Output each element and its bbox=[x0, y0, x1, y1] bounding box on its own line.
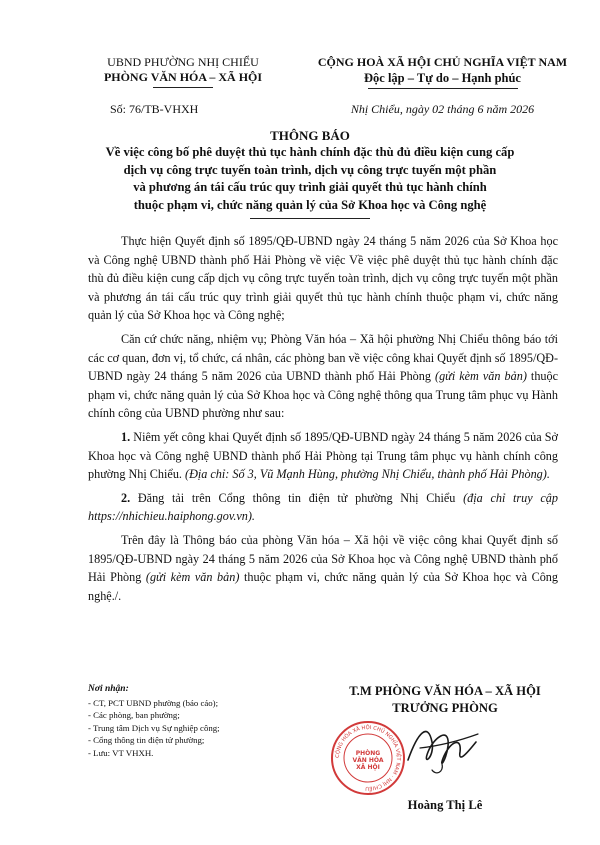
official-seal-icon bbox=[330, 720, 406, 796]
document-title: THÔNG BÁO bbox=[270, 128, 350, 143]
paragraph-basis: Thực hiện Quyết định số 1895/QĐ-UBND ngày 24 tháng 5 năm 2026 của Sở Khoa học và Công nghệ UBND thành phố Hải Phòng về việc Về việc phê duyệt thủ tục hành chính đặc thù đủ điều kiện cung cấp dịch vụ công trực tuyến toàn trình, dịch vụ công trực tuyến một phần và phương án tái cấu trúc quy trình giải quyết thủ tục hành chính thuộc phạm vi, chức năng quản lý của Sở Khoa học và Công nghệ; bbox=[88, 234, 558, 323]
agency-name: PHÒNG VĂN HÓA – XÃ HỘI bbox=[103, 70, 263, 84]
recipient-item: - Trung tâm Dịch vụ Sự nghiệp công; bbox=[88, 722, 298, 735]
document-date: Nhị Chiểu, ngày 02 tháng 6 năm 2026 bbox=[350, 102, 535, 116]
subject-line: Về việc công bố phê duyệt thủ tục hành chính đặc thù đủ điều kiện cung cấp bbox=[105, 145, 515, 159]
motto-underline bbox=[368, 88, 518, 89]
recipient-item: - CT, PCT UBND phường (báo cáo); bbox=[88, 697, 298, 710]
recipients-title: Nơi nhận: bbox=[88, 684, 129, 694]
agency-parent: UBND PHƯỜNG NHỊ CHIỂU bbox=[107, 55, 259, 69]
document-number: Số: 76/TB-VHXH bbox=[110, 102, 199, 116]
paragraph-item-1: 1. Niêm yết công khai Quyết định số 1895/QĐ-UBND ngày 24 tháng 5 năm 2026 của Sở Khoa học và Công nghệ UBND thành phố Hải Phòng tại Trung tâm phục vụ hành chính công phường Nhị Chiểu. (Địa chỉ: Số 3, Vũ Mạnh Hùng, phường Nhị Chiểu, thành phố Hải Phòng). bbox=[88, 429, 558, 482]
handwritten-signature-icon bbox=[398, 712, 488, 782]
seal-ring-text: CỘNG HÒA XÃ HỘI CHỦ NGHĨA VIỆT NAM · NHỊ CHIỂU bbox=[334, 724, 402, 792]
svg-text:XÃ HỘI: XÃ HỘI bbox=[356, 764, 380, 771]
paragraph-item-2: 2. Đăng tải trên Cổng thông tin điện tử phường Nhị Chiểu (địa chỉ truy cập https://nhichieu.haiphong.gov.vn). bbox=[88, 490, 558, 524]
svg-text:PHÒNG: PHÒNG bbox=[355, 750, 381, 757]
national-motto: Độc lập – Tự do – Hạnh phúc bbox=[364, 71, 521, 85]
document-subject bbox=[75, 144, 545, 214]
agency-underline bbox=[153, 87, 213, 88]
country-name: CỘNG HOÀ XÃ HỘI CHỦ NGHĨA VIỆT NAM bbox=[317, 55, 568, 69]
issuing-agency-block bbox=[88, 55, 278, 88]
recipient-item: - Các phòng, ban phường; bbox=[88, 709, 298, 722]
svg-text:VĂN HÓA: VĂN HÓA bbox=[352, 757, 384, 764]
recipient-item: - Lưu: VT VHXH. bbox=[88, 747, 298, 760]
document-body bbox=[88, 232, 558, 610]
paragraph-announcement: Căn cứ chức năng, nhiệm vụ; Phòng Văn hóa – Xã hội phường Nhị Chiểu thông báo tới các cơ quan, đơn vị, tổ chức, cá nhân, các phòng ban về việc công khai Quyết định số 1895/QĐ-UBND ngày 24 tháng 5 năm 2026 của UBND thành phố Hải Phòng (gửi kèm văn bản) thuộc phạm vi, chức năng quản lý của Sở Khoa học và Công nghệ thông qua Trung tâm phục vụ Hành chính công của UBND phường như sau: bbox=[88, 331, 559, 421]
subject-line: thuộc phạm vi, chức năng quản lý của Sở Khoa học và Công nghệ bbox=[133, 197, 487, 212]
signer-title: TRƯỞNG PHÒNG bbox=[392, 701, 498, 715]
subject-line: và phương án tái cấu trúc quy trình giải quyết thủ tục hành chính bbox=[133, 180, 487, 194]
subject-line: dịch vụ công trực tuyến toàn trình, dịch vụ công trực tuyến một phần bbox=[123, 162, 497, 177]
signing-authority: T.M PHÒNG VĂN HÓA – XÃ HỘI bbox=[349, 684, 541, 698]
recipient-item: - Cổng thông tin điện tử phường; bbox=[88, 734, 298, 747]
recipients-block bbox=[88, 683, 298, 760]
subject-underline bbox=[250, 218, 370, 219]
signer-name: Hoàng Thị Lê bbox=[407, 798, 483, 812]
national-motto-block bbox=[295, 55, 590, 89]
paragraph-closing: Trên đây là Thông báo của phòng Văn hóa – Xã hội về việc công khai Quyết định số 1895/QĐ-UBND ngày 24 tháng 5 năm 2026 của Sở Khoa học và Công nghệ UBND thành phố Hải Phòng (gửi kèm văn bản) thuộc phạm vi, chức năng quản lý của Sở Khoa học và Công nghệ./. bbox=[88, 532, 558, 603]
